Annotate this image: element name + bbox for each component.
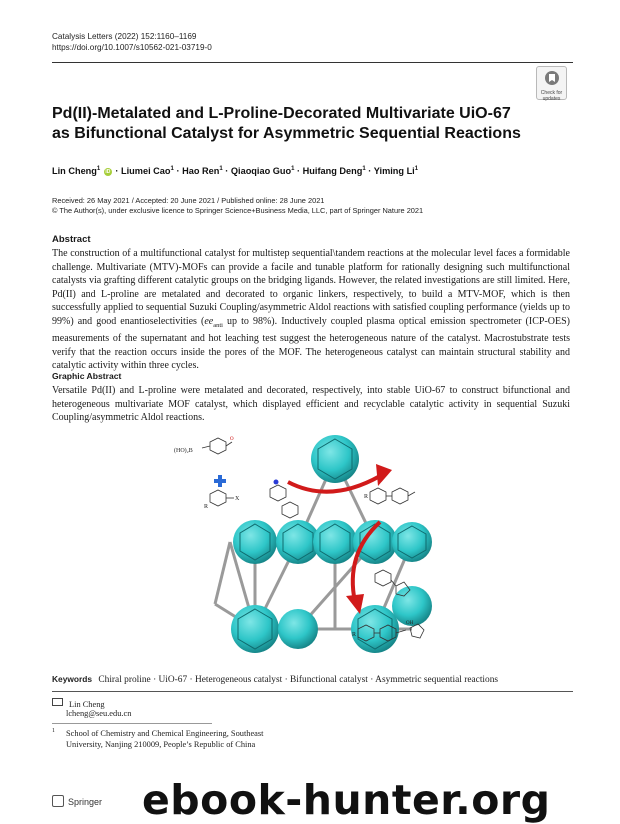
check-for-updates-badge[interactable]: [536, 66, 567, 100]
updates-label: updates: [542, 95, 561, 102]
header-rule: [52, 62, 573, 63]
aldol-r-label: R: [352, 632, 357, 638]
title-line-1: Pd(II)-Metalated and L-Proline-Decorated Multivariate UiO-67: [52, 105, 511, 122]
zr-cluster: [311, 435, 359, 483]
article-title: [52, 104, 532, 144]
graphic-abstract-figure: [170, 434, 455, 664]
aryl-halide-structure: [210, 490, 234, 506]
keyword-item: Heterogeneous catalyst: [195, 675, 283, 685]
author-name: Hao Ren: [182, 166, 220, 177]
author-name: Lin Cheng: [52, 166, 97, 177]
keyword-item: Asymmetric sequential reactions: [375, 675, 499, 685]
corresponding-name: Lin Cheng: [69, 700, 105, 709]
zr-cluster: [392, 586, 432, 626]
zr-cluster: [392, 522, 432, 562]
affiliation: School of Chemistry and Chemical Engineering, Southeast University, Nanjing 210009, People’s Republic of China: [66, 729, 264, 749]
keywords-line: Keywords Chiral proline · UiO-67 · Heterogeneous catalyst · Bifunctional catalyst · Asymmetric sequential reactions: [52, 674, 499, 685]
keyword-item: UiO-67: [158, 675, 188, 685]
graphic-abstract-heading: Graphic Abstract: [52, 371, 122, 381]
hydroxyl-label: OH: [406, 621, 414, 626]
springer-logo: Springer: [52, 795, 102, 807]
keywords-heading: Keywords: [52, 674, 93, 684]
boronic-acid-label: (HO)₂B: [174, 448, 193, 454]
doi-link[interactable]: https://doi.org/10.1007/s10562-021-03719-0: [52, 43, 212, 52]
abstract-text: The construction of a multifunctional catalyst for multistep sequential\tandem reactions at the molecular level faces a formidable challenge. Multivariate (MTV)-MOFs can provide a facile and tunable platform for rationally designing such multifunctional catalysts via grafting different catalytic groups on the bridging ligands. However, the related investigations are still limited. Here, Pd(II) and L-proline are metalated and decorated to organic linkers, respectively, to build a MTV-MOF, which is then successfully applied to sequential Suzuki Coupling/asymmetric Aldol reactions with satisfied coupling performance (yields up to 99%) and good enantioselectivities ($ee_{anti}$ up to 98%). Inductively coupled plasma optical emission spectrometer (ICP-OES) measurements of the supernatant and hot leaching test suggest the heterogeneous nature of the catalyst. Macrostubstrate tests verify that the reaction occurs inside the pores of the MOF. The heterogeneous catalyst can maintain structural stability and catalytic activity within three cycles.: [52, 248, 570, 372]
halide-x-label: X: [235, 496, 240, 502]
envelope-icon: [52, 698, 63, 706]
graphic-abstract-text: Versatile Pd(II) and L-proline were metalated and decorated, respectively, into stable UiO-67 to construct bifunctional and heterogeneous multivariate MOF catalyst, which displayed efficient and recyclable catalytic activity in sequential Suzuki Coupling/asymmetric Aldol reactions.: [52, 385, 570, 424]
springer-horse-icon: [52, 795, 64, 807]
corresponding-email[interactable]: lcheng@seu.edu.cn: [66, 709, 132, 718]
orcid-icon[interactable]: iD: [105, 169, 111, 176]
plus-icon: [214, 475, 226, 487]
abstract-heading: Abstract: [52, 234, 91, 245]
watermark: ebook-hunter.org: [142, 776, 551, 824]
affiliation-rule: [52, 723, 212, 724]
zr-cluster: [231, 605, 279, 653]
pd-ligand-structure: [270, 485, 298, 518]
copyright-line: © The Author(s), under exclusive licence to Springer Science+Business Media, LLC, part of Springer Nature 2021: [52, 206, 424, 215]
author-name: Yiming Li: [373, 166, 415, 177]
pd-atom: [274, 480, 279, 485]
publication-dates: [52, 196, 572, 216]
check-label: Check for: [540, 90, 563, 96]
title-line-2: as Bifunctional Catalyst for Asymmetric Sequential Reactions: [52, 125, 521, 142]
history-dates: Received: 26 May 2021 / Accepted: 20 June 2021 / Published online: 28 June 2021: [52, 196, 325, 205]
zr-cluster: [313, 520, 357, 564]
aldehyde-o-label: O: [230, 437, 234, 442]
product-r-label: R: [364, 494, 369, 500]
journal-citation: Catalysis Letters (2022) 152:1160–1169: [52, 32, 197, 41]
author-list: Lin Cheng$^1$ iD · Liumei Cao$^1$ · Hao Ren$^1$ · Qiaoqiao Guo$^1$ · Huifang Deng$^1$ · Yiming Li$^1$: [52, 166, 419, 177]
substituent-r-label: R: [204, 504, 209, 510]
author-name: Huifang Deng: [302, 166, 363, 177]
zr-cluster: [233, 520, 277, 564]
biaryl-product-structure: [370, 488, 415, 504]
author-name: Qiaoqiao Guo: [230, 166, 292, 177]
zr-cluster: [278, 609, 318, 649]
boronic-acid-structure: [202, 438, 232, 454]
affiliation-number: 1: [52, 728, 55, 734]
author-name: Liumei Cao: [121, 166, 171, 177]
bookmark-icon: [544, 70, 560, 86]
zr-clusters: [231, 435, 432, 653]
keywords-rule: [52, 691, 573, 692]
keyword-item: Bifunctional catalyst: [290, 675, 368, 685]
keyword-item: Chiral proline: [98, 675, 151, 685]
